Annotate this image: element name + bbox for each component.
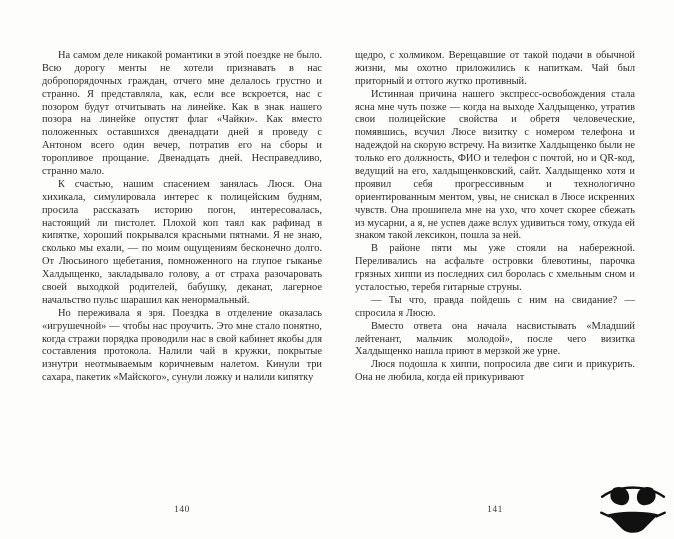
paragraph: — Ты что, правда пойдешь с ним на свидание? — спросила я Люсю. xyxy=(355,294,635,319)
paragraph: Истинная причина нашего экспресс-освобождения стала ясна мне чуть позже — когда на выходе Халдыщенко, утратив свои полицейские свойства и обретя человеческие, помявшись, всучил Люсе визитку с номером телефона и надеждой на скорую встречу. На визитке Халдыщенко были не только его должность, ФИО и телефон с почтой, но и QR-код, ведущий на его, халдыщенковский, сайт. Халдыщенко хотя и проявил себя прогрессивным и технологично ориентированным ментом, увы, не снискал в Люсе искренних чувств. Она прошипела мне на ухо, что хочет скорее сбежать из мусарни, а я, не успев даже вслух удивиться тому, откуда ей знаком такой лексикон, пошла за ней. xyxy=(355,88,635,242)
paragraph: Вместо ответа она начала насвистывать «Младший лейтенант, мальчик молодой», после чего визитка Халдыщенко нашла приют в мерзкой же урне. xyxy=(355,320,635,358)
paragraph: К счастью, нашим спасением занялась Люся. Она хихикала, симулировала интерес к полицейским будням, просила рассказать историю погон, интересовалась, настоящий ли пистолет. Плохой коп таял как рафинад в кипятке, хороший покрывался красными пятнами. Я не знаю, сколько мы ехали, — по моим ощущениям бесконечно долго. От Люсьиного щебетания, помноженного на глупое гыканье Халдыщенко, закладывало голову, а от страха разочаровать своей выходкой родителей, бабушку, деканат, лагерное начальство пульс шарашил как ненормальный. xyxy=(42,178,322,306)
page-right-text xyxy=(355,50,635,385)
paragraph: На самом деле никакой романтики в этой поездке не было. Всю дорогу менты не хотели признавать в нас добропорядочных граждан, отчего мне делалось грустно и странно. Я представляла, как, если все вскроется, нас с позором будут отчитывать на линейке. Как в знак нашего позора на линейке опустят флаг «Чайки». Как вместо положенных оставшихся двенадцати дней я проведу с Антоном всего один вечер, потратив его на сборы и торопливое прощание. Двенадцать дней. Несправедливо, странно мало. xyxy=(42,50,322,178)
paragraph: Люся подошла к хиппи, попросила две сиги и прикурить. Она не любила, когда ей прикуривают xyxy=(355,359,635,384)
paragraph: Но переживала я зря. Поездка в отделение оказалась «игрушечной» — чтобы нас проучить. Это мне стало понятно, когда стражи порядка проводили нас в свой кабинет якобы для составления протокола. Налили чай в кружки, покрытые изнутри неотмываемым коричневым налетом. Кинули три сахара, пакетик «Майского», сунули ложку и налили кипятку xyxy=(42,307,322,384)
paragraph: щедро, с холмиком. Верещавшие от такой подачи в обычной жизни, мы охотно приложились к напиткам. Чай был приторный и оттого жутко противный. xyxy=(355,50,635,87)
page-left-text xyxy=(42,50,322,385)
paragraph: В районе пяти мы уже стояли на набережной. Переливались на асфальте островки блевотины, парочка грязных хиппи из последних сил боролась с хмельным сном и усталостью, теребя гитарные струны. xyxy=(355,243,635,294)
page-left xyxy=(42,50,322,500)
page-number-left: 140 xyxy=(174,505,190,515)
page-right xyxy=(355,50,635,500)
page-number-right: 141 xyxy=(487,505,503,515)
bikini-icon xyxy=(600,479,666,537)
